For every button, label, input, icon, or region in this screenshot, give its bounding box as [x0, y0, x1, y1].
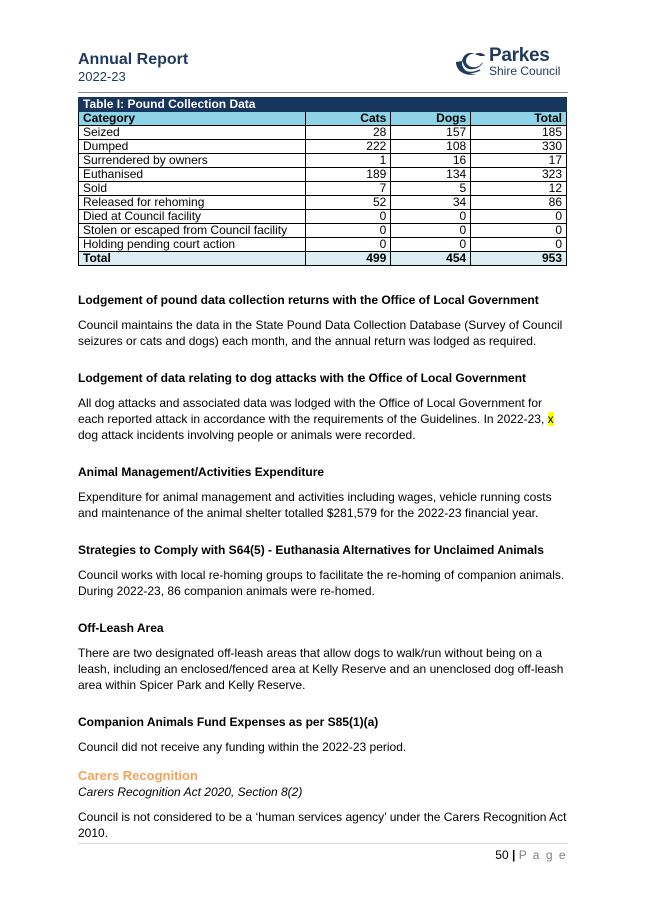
row-category: Holding pending court action — [79, 238, 306, 252]
section-body-euthanasia-alternatives: Council works with local re-homing groups to facilitate the re-homing of companion animals. During 2022-23, 86 companion animals were re-homed. — [78, 568, 565, 598]
row-total: 330 — [471, 140, 567, 154]
row-total: 0 — [471, 224, 567, 238]
page-footer — [495, 848, 567, 862]
table-row — [79, 238, 567, 252]
row-cats: 0 — [306, 238, 391, 252]
page-header — [78, 45, 568, 92]
row-cats: 52 — [306, 196, 391, 210]
row-dogs: 0 — [391, 238, 471, 252]
section-subheading-carers: Carers Recognition Act 2020, Section 8(2) — [78, 785, 303, 799]
section-heading-expenditure: Animal Management/Activities Expenditure — [78, 465, 325, 479]
table-row — [79, 126, 567, 140]
section-heading-euthanasia-alternatives: Strategies to Comply with S64(5) - Euthanasia Alternatives for Unclaimed Animals — [78, 543, 544, 557]
highlighted-placeholder: x — [547, 412, 554, 426]
row-total: 12 — [471, 182, 567, 196]
row-category: Dumped — [79, 140, 306, 154]
row-dogs: 108 — [391, 140, 471, 154]
table-header-row — [79, 112, 567, 126]
table-row — [79, 210, 567, 224]
swan-logo-icon — [453, 48, 487, 78]
section-heading-carers: Carers Recognition — [78, 768, 198, 783]
page-label: P a g e — [518, 848, 567, 862]
table-row — [79, 154, 567, 168]
total-cats: 499 — [306, 252, 391, 266]
section-body-carers: Council is not considered to be a ‘human services agency’ under the Carers Recognition Act 2010. — [78, 810, 567, 840]
section-body-off-leash: There are two designated off-leash areas that allow dogs to walk/run without being on a leash, including an enclosed/fenced area at Kelly Reserve and an unenclosed dog off-leash area within Spicer Park and Kelly Reserve. — [78, 646, 564, 692]
column-header-dogs: Dogs — [391, 112, 471, 126]
total-all: 953 — [471, 252, 567, 266]
logo-line2: Shire Council — [489, 64, 561, 78]
row-cats: 0 — [306, 224, 391, 238]
table-total-row — [79, 252, 567, 266]
dog-attacks-text-a: All dog attacks and associated data was lodged with the Office of Local Government for each reported attack in accordance with the requirements of the Guidelines. In 2022-23, — [78, 396, 545, 426]
row-dogs: 0 — [391, 224, 471, 238]
row-dogs: 34 — [391, 196, 471, 210]
section-body-expenditure: Expenditure for animal management and activities including wages, vehicle running costs and maintenance of the animal shelter totalled $281,579 for the 2022-23 financial year. — [78, 490, 552, 520]
row-total: 0 — [471, 210, 567, 224]
page-number: 50 — [495, 848, 509, 862]
table-caption: Table I: Pound Collection Data — [79, 98, 567, 112]
row-cats: 0 — [306, 210, 391, 224]
logo-line1: Parkes — [489, 45, 550, 66]
total-dogs: 454 — [391, 252, 471, 266]
row-dogs: 0 — [391, 210, 471, 224]
section-heading-off-leash: Off-Leash Area — [78, 621, 164, 635]
column-header-category: Category — [79, 112, 306, 126]
section-heading-pound-returns: Lodgement of pound data collection returns with the Office of Local Government — [78, 293, 539, 307]
row-total: 86 — [471, 196, 567, 210]
total-label: Total — [79, 252, 306, 266]
section-heading-fund-expenses: Companion Animals Fund Expenses as per S85(1)(a) — [78, 715, 379, 729]
table-row — [79, 182, 567, 196]
table-row — [79, 224, 567, 238]
row-cats: 28 — [306, 126, 391, 140]
row-category: Died at Council facility — [79, 210, 306, 224]
row-total: 323 — [471, 168, 567, 182]
row-dogs: 134 — [391, 168, 471, 182]
pound-collection-table — [78, 97, 567, 266]
section-body-fund-expenses: Council did not receive any funding within the 2022-23 period. — [78, 740, 407, 754]
row-cats: 7 — [306, 182, 391, 196]
header-divider — [78, 92, 568, 93]
row-total: 185 — [471, 126, 567, 140]
row-cats: 1 — [306, 154, 391, 168]
footer-separator: | — [511, 848, 516, 862]
table-caption-row — [79, 98, 567, 112]
section-body-dog-attacks — [78, 395, 568, 443]
row-cats: 222 — [306, 140, 391, 154]
row-cats: 189 — [306, 168, 391, 182]
row-category: Sold — [79, 182, 306, 196]
row-dogs: 157 — [391, 126, 471, 140]
table-row — [79, 168, 567, 182]
table-row — [79, 196, 567, 210]
row-dogs: 16 — [391, 154, 471, 168]
row-category: Seized — [79, 126, 306, 140]
table-row — [79, 140, 567, 154]
report-title: Annual Report — [78, 51, 189, 68]
section-heading-dog-attacks: Lodgement of data relating to dog attacks with the Office of Local Government — [78, 371, 527, 385]
row-category: Surrendered by owners — [79, 154, 306, 168]
row-category: Released for rehoming — [79, 196, 306, 210]
column-header-total: Total — [471, 112, 567, 126]
row-total: 0 — [471, 238, 567, 252]
body-content — [78, 292, 568, 862]
dog-attacks-text-b: dog attack incidents involving people or animals were recorded. — [78, 428, 416, 442]
column-header-cats: Cats — [306, 112, 391, 126]
report-year: 2022-23 — [78, 69, 126, 84]
footer-divider — [78, 843, 568, 844]
row-category: Euthanised — [79, 168, 306, 182]
section-body-pound-returns: Council maintains the data in the State Pound Data Collection Database (Survey of Council seizures or cats and dogs) each month, and the annual return was lodged as required. — [78, 318, 563, 348]
row-total: 17 — [471, 154, 567, 168]
row-category: Stolen or escaped from Council facility — [79, 224, 306, 238]
row-dogs: 5 — [391, 182, 471, 196]
parkes-logo — [453, 45, 568, 78]
